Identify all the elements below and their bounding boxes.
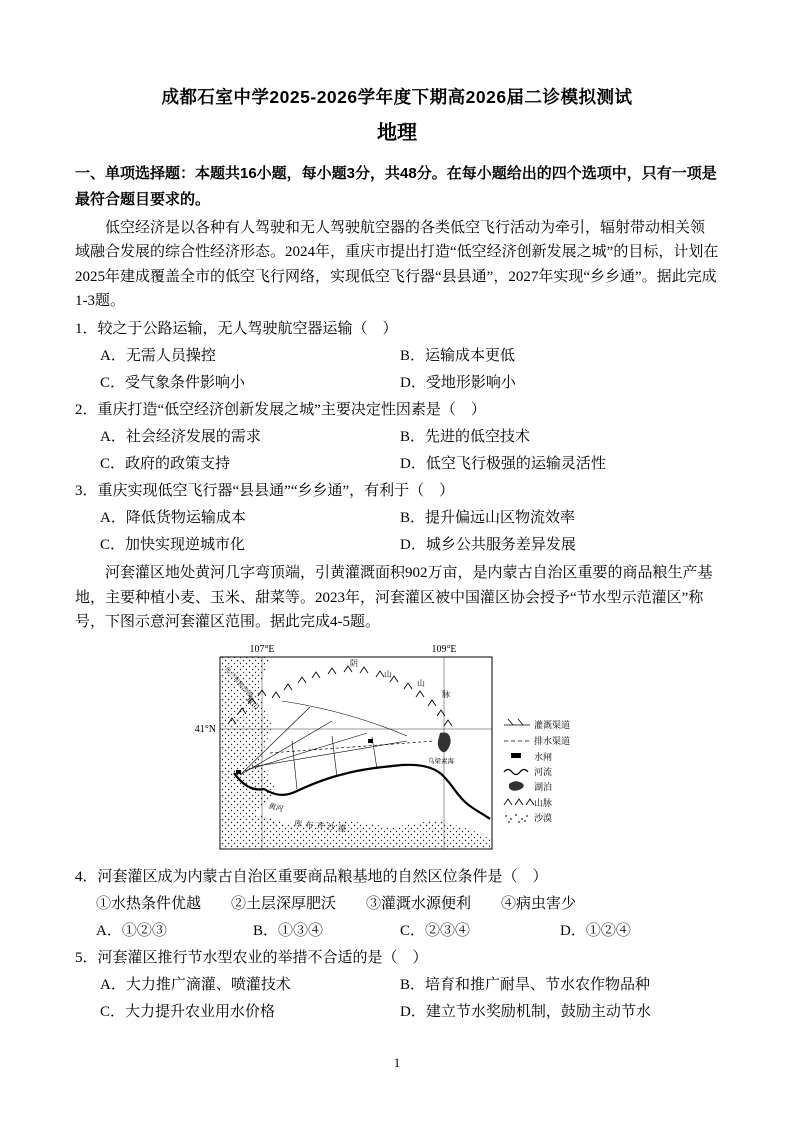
exam-subject: 地理	[377, 121, 417, 144]
ulanbuh-desert-label: 乌兰布和沙漠	[222, 665, 254, 700]
passage-2: 河套灌区地处黄河几字弯顶端，引黄灌溉面积902万亩，是内蒙古自治区重要的商品粮生产基地，主要种植小麦、玉米、甜菜等。2023年，河套灌区被中国灌区协会授予“节水型示范灌区”称号，下图示意河套灌区范围。据此完成4-5题。	[75, 565, 713, 630]
option-a: A．无需人员操控	[100, 348, 216, 365]
map-legend	[504, 719, 570, 823]
legend-lake-label: 湖泊	[534, 782, 553, 793]
kubuqi-desert-label: 库布齐沙漠	[293, 819, 350, 834]
question-5-options	[100, 972, 719, 1026]
svg-text:山: 山	[384, 670, 392, 680]
question-5	[75, 945, 719, 1026]
hetao-map	[182, 641, 612, 859]
svg-text:阴: 阴	[350, 659, 358, 669]
option-c: C．②③④	[400, 923, 471, 940]
map-lat-label: 41°N	[194, 724, 216, 736]
option-c: C．政府的政策支持	[100, 456, 231, 473]
map-lon-left-label: 107°E	[249, 644, 275, 656]
question-2	[75, 397, 719, 478]
legend-irrigation-label: 灌溉渠道	[534, 720, 571, 731]
question-4-subitems: ①水热条件优越 ②土层深厚肥沃 ③灌溉水源便利 ④病虫害少	[96, 896, 577, 913]
legend-desert-label: 沙漠	[534, 813, 553, 824]
question-2-options	[100, 424, 719, 478]
option-b: B．培育和推广耐旱、节水农作物品种	[400, 977, 651, 994]
svg-text:山: 山	[417, 679, 425, 689]
question-3-options	[100, 505, 719, 559]
option-a: A．降低货物运输成本	[100, 510, 246, 527]
question-1	[75, 316, 719, 397]
option-d: D．受地形影响小	[400, 375, 516, 392]
legend-sluice-symbol	[511, 753, 521, 758]
svg-text:脉: 脉	[442, 690, 450, 700]
option-b: B．先进的低空技术	[400, 429, 531, 446]
exam-title: 成都石室中学2025-2026学年度下期高2026届二诊模拟测试	[161, 87, 633, 107]
option-b: B．提升偏远山区物流效率	[400, 510, 576, 527]
question-4-stem: 4．河套灌区成为内蒙古自治区重要商品粮基地的自然区位条件是（ ）	[75, 869, 548, 886]
option-d: D．城乡公共服务差异发展	[400, 537, 576, 554]
option-d: D．①②④	[560, 923, 631, 940]
question-1-stem: 1．较之于公路运输，无人驾驶航空器运输（ ）	[75, 321, 398, 338]
question-1-options	[100, 343, 719, 397]
question-2-stem: 2．重庆打造“低空经济创新发展之城”主要决定性因素是（ ）	[75, 402, 486, 419]
section-header: 一、单项选择题：本题共16小题，每小题3分，共48分。在每小题给出的四个选项中，只有一项是最符合题目要求的。	[75, 164, 717, 208]
option-c: C．加快实现逆城市化	[100, 537, 246, 554]
map-lon-right-label: 109°E	[431, 644, 457, 656]
option-a: A．社会经济发展的需求	[100, 429, 261, 446]
option-b: B．运输成本更低	[400, 348, 516, 365]
question-4	[75, 864, 719, 945]
legend-mountain-symbol	[504, 799, 534, 805]
legend-drainage-label: 排水渠道	[534, 736, 571, 747]
legend-river-symbol	[504, 770, 528, 775]
sluice-gate-west	[236, 770, 241, 774]
legend-mountain-label: 山脉	[534, 798, 553, 809]
question-4-options	[96, 918, 719, 945]
question-5-stem: 5．河套灌区推行节水型农业的举措不合适的是（ ）	[75, 950, 428, 967]
legend-irrigation-symbol	[504, 719, 530, 725]
question-3-stem: 3．重庆实现低空飞行器“县县通”“乡乡通”，有利于（ ）	[75, 483, 455, 500]
lake-label: 乌梁素海	[428, 758, 454, 766]
option-c: C．大力提升农业用水价格	[100, 1004, 276, 1021]
hetao-map-figure	[75, 641, 719, 859]
option-a: A．大力推广滴灌、喷灌技术	[100, 977, 291, 994]
page-number: 1	[393, 1055, 401, 1070]
passage-1: 低空经济是以各种有人驾驶和无人驾驶航空器的各类低空飞行活动为牵引，辐射带动相关领域融合发展的综合性经济形态。2024年，重庆市提出打造“低空经济创新发展之城”的目标，计划在2025年建成覆盖全市的低空飞行网络，实现低空飞行器“县县通”，2027年实现“乡乡通”。据此完成1-3题。	[75, 220, 719, 310]
option-c: C．受气象条件影响小	[100, 375, 246, 392]
option-d: D．建立节水奖励机制，鼓励主动节水	[400, 1004, 651, 1021]
river-label: 黄河	[267, 801, 285, 814]
legend-river-label: 河流	[534, 767, 553, 778]
legend-lake-symbol	[509, 781, 524, 791]
sluice-gate-east	[368, 739, 373, 743]
option-a: A．①②③	[96, 923, 167, 940]
langshan-label: 狼山	[244, 694, 262, 712]
legend-sluice-label: 水闸	[534, 752, 553, 763]
legend-desert-symbol	[505, 814, 528, 823]
option-b: B．①③④	[253, 923, 324, 940]
option-d: D．低空飞行极强的运输灵活性	[400, 456, 606, 473]
question-3	[75, 478, 719, 559]
